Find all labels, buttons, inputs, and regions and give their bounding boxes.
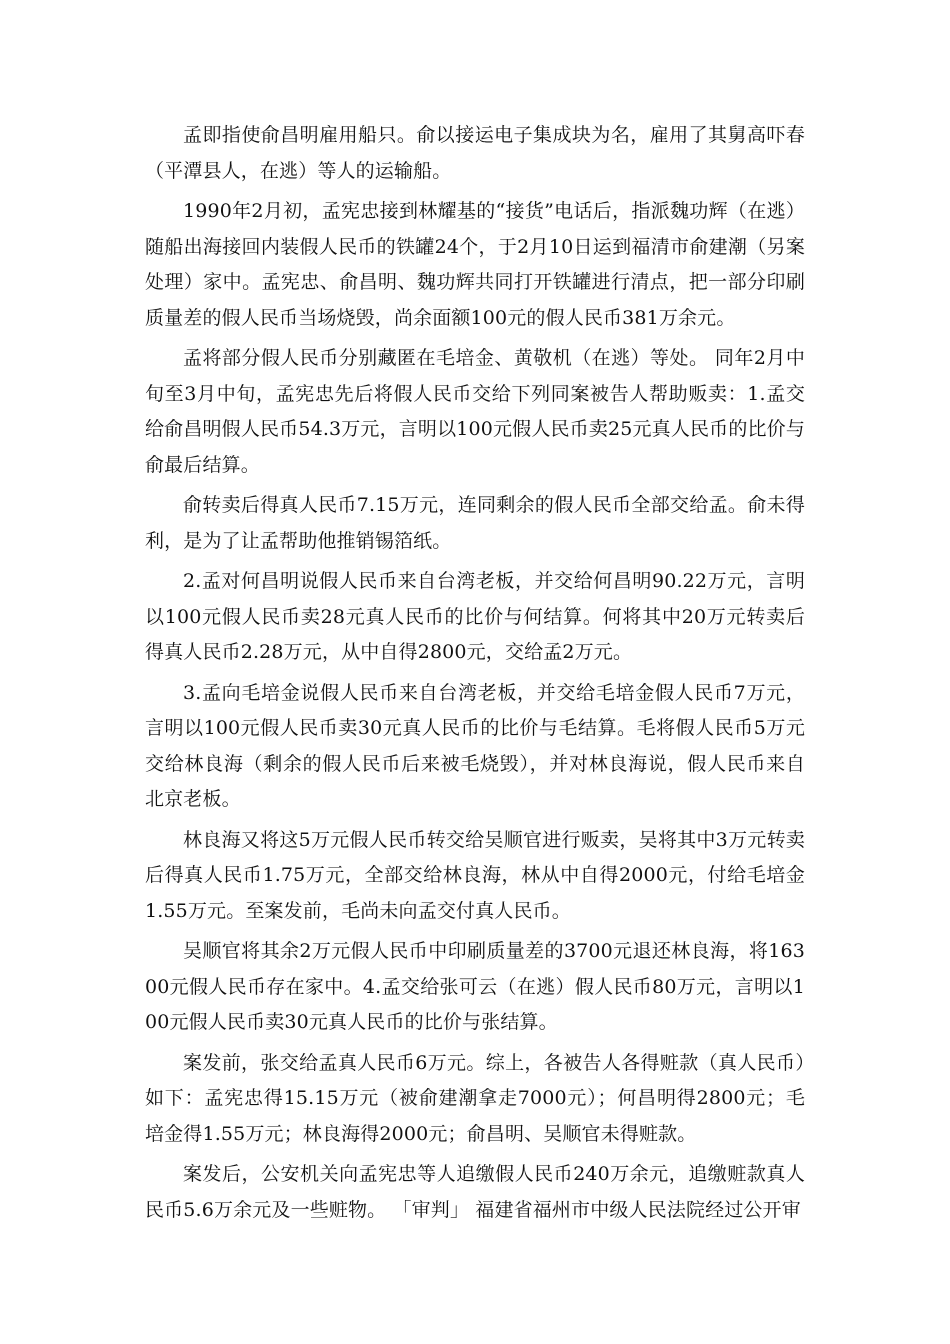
paragraph-7: 林良海又将这5万元假人民币转交给吴顺官进行贩卖，吴将其中3万元转卖后得真人民币1.75万元，全部交给林良海，林从中自得2000元，付给毛培金1.55万元。至案发前，毛尚未向孟交付真人民币。 [145,828,805,922]
paragraph-8: 吴顺官将其余2万元假人民币中印刷质量差的3700元退还林良海，将16300元假人民币存在家中。4.孟交给张可云（在逃）假人民币80万元，言明以100元假人民币卖30元真人民币的比价与张结算。 [145,940,805,1033]
paragraph-5: 2.孟对何昌明说假人民币来自台湾老板，并交给何昌明90.22万元，言明以100元假人民币卖28元真人民币的比价与何结算。何将其中20万元转卖后得真人民币2.28万元，从中自得2800元，交给孟2万元。 [145,570,805,663]
paragraph-1: 孟即指使俞昌明雇用船只。俞以接运电子集成块为名，雇用了其舅高吓春（平潭县人，在逃）等人的运输船。 [145,124,805,182]
paragraph-3: 孟将部分假人民币分别藏匿在毛培金、黄敬机（在逃）等处。 同年2月中旬至3月中旬，孟宪忠先后将假人民币交给下列同案被告人帮助贩卖：1.孟交给俞昌明假人民币54.3万元，言明以100元假人民币卖25元真人民币的比价与俞最后结算。 [145,347,805,476]
paragraph-6: 3.孟向毛培金说假人民币来自台湾老板，并交给毛培金假人民币7万元，言明以100元假人民币卖30元真人民币的比价与毛结算。毛将假人民币5万元交给林良海（剩余的假人民币后来被毛烧毁），并对林良海说，假人民币来自北京老板。 [145,681,805,810]
paragraph-2: 1990年2月初，孟宪忠接到林耀基的“接货”电话后，指派魏功辉（在逃）随船出海接回内装假人民币的铁罐24个，于2月10日运到福清市俞建潮（另案处理）家中。孟宪忠、俞昌明、魏功辉共同打开铁罐进行清点，把一部分印刷质量差的假人民币当场烧毁，尚余面额100元的假人民币381万余元。 [145,200,805,329]
paragraph-4: 俞转卖后得真人民币7.15万元，连同剩余的假人民币全部交给孟。俞未得利，是为了让孟帮助他推销锡箔纸。 [145,494,805,552]
paragraph-10: 案发后，公安机关向孟宪忠等人追缴假人民币240万余元，追缴赃款真人民币5.6万余元及一些赃物。 「审判」 福建省福州市中级人民法院经过公开审 [145,1163,805,1221]
paragraph-9: 案发前，张交给孟真人民币6万元。综上，各被告人各得赃款（真人民币）如下：孟宪忠得15.15万元（被俞建潮拿走7000元）；何昌明得2800元；毛培金得1.55万元；林良海得2000元；俞昌明、吴顺官未得赃款。 [145,1051,805,1145]
document-body [145,118,805,1233]
